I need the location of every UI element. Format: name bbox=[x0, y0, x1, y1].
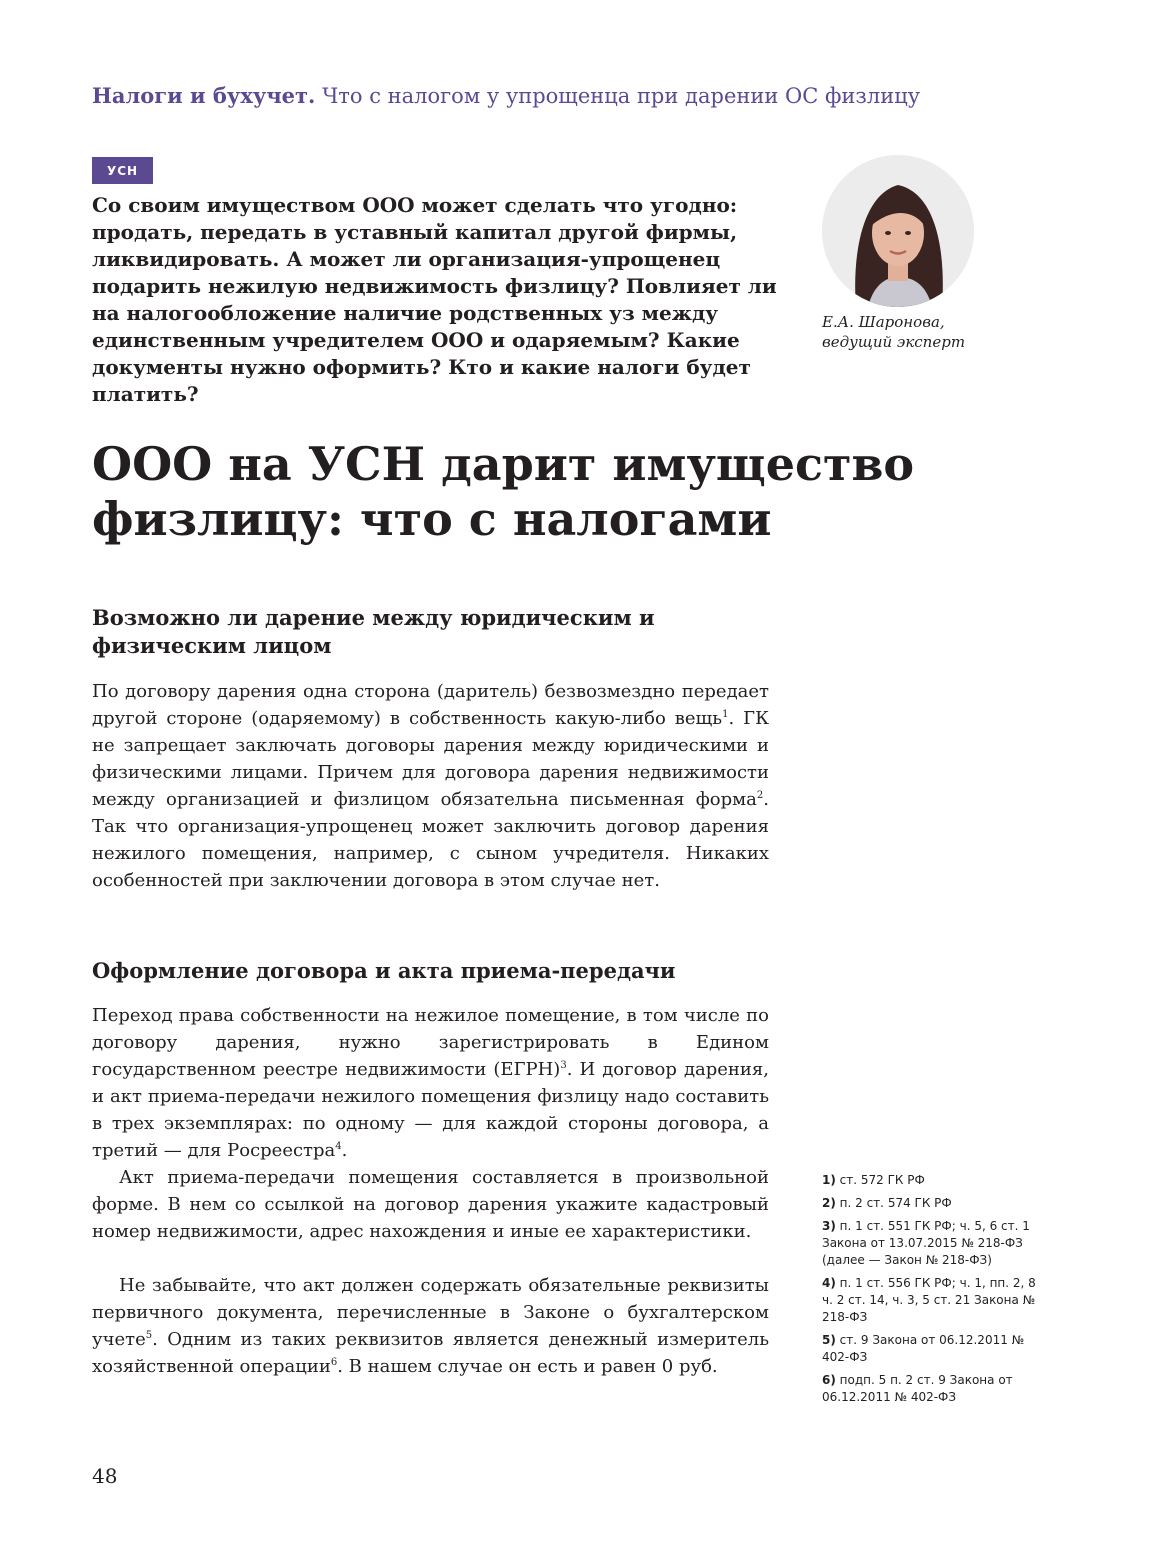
author-name: Е.А. Шаронова, bbox=[822, 313, 945, 331]
running-head bbox=[92, 83, 920, 108]
section2-paragraph-1: Переход права собственности на нежилое помещение, в том числе по договору дарения, нужно зарегистрировать в Едином государственном реестре недвижимости (ЕГРН)$^3$. И договор дарения, и акт приема-передачи нежилого помещения физлицу надо составить в трех экземплярах: по одному — для каждой стороны договора, а третий — для Росреестра$^4$. bbox=[92, 1005, 770, 1161]
footnote-item: 4) п. 1 ст. 556 ГК РФ; ч. 1, пп. 2, 8 ч. 2 ст. 14, ч. 3, 5 ст. 21 Закона № 218-ФЗ bbox=[822, 1276, 1036, 1324]
article-title: ООО на УСН дарит имущество физлицу: что с налогами bbox=[92, 437, 915, 546]
footnote-ref[interactable]: 5 bbox=[145, 1330, 153, 1341]
page-number: 48 bbox=[92, 1464, 118, 1488]
author-portrait bbox=[822, 155, 974, 307]
author-caption bbox=[822, 312, 965, 352]
footnote-item: 5) ст. 9 Закона от 06.12.2011 № 402-ФЗ bbox=[822, 1333, 1025, 1364]
section2-paragraph-2: Акт приема-передачи помещения составляется в произвольной форме. В нем со ссылкой на договор дарения укажите кадастровый номер недвижимости, адрес нахождения и иные ее характеристики. bbox=[92, 1167, 769, 1242]
footnote-item: 1) ст. 572 ГК РФ bbox=[822, 1173, 925, 1187]
footnote-item: 6) подп. 5 п. 2 ст. 9 Закона от 06.12.2011 № 402-ФЗ bbox=[822, 1373, 1013, 1404]
section2-paragraph-3: Не забывайте, что акт должен содержать обязательные реквизиты первичного документа, перечисленные в Законе о бухгалтерском учете$^5$. Одним из таких реквизитов является денежный измеритель хозяйственной операции$^6$. В нашем случае он есть и равен 0 руб. bbox=[92, 1275, 769, 1377]
footnote-ref[interactable]: 6 bbox=[330, 1357, 338, 1368]
footnote-ref[interactable]: 3 bbox=[560, 1060, 567, 1071]
running-head-topic: Что с налогом у упрощенца при дарении ОС физлицу bbox=[322, 84, 921, 108]
running-head-section: Налоги и бухучет. bbox=[92, 83, 316, 108]
footnote-item: 2) п. 2 ст. 574 ГК РФ bbox=[822, 1196, 952, 1210]
section2-heading: Оформление договора и акта приема-передачи bbox=[92, 958, 676, 983]
section1-paragraph: По договору дарения одна сторона (даритель) безвозмездно передает другой стороне (одаряемому) в собственность какую-либо вещь$^1$. ГК не запрещает заключать договоры дарения между юридическими и физическими лицами. Причем для договора дарения недвижимости между организацией и физлицом обязательна письменная форма$^2$. Так что организация-упрощенец может заключить договор дарения нежилого помещения, например, с сыном учредителя. Никаких особенностей при заключении договора в этом случае нет. bbox=[92, 681, 770, 891]
lead-paragraph: Со своим имуществом ООО может сделать что угодно: продать, передать в уставный капитал другой фирмы, ликвидировать. А может ли организация-упрощенец подарить нежилую недвижимость физлицу? Повлияет ли на налогообложение наличие родственных уз между единственным учредителем ООО и одаряемым? Какие документы нужно оформить? Кто и какие налоги будет платить? bbox=[92, 193, 777, 406]
section1-heading: Возможно ли дарение между юридическим и физическим лицом bbox=[92, 605, 655, 658]
footnote-ref[interactable]: 4 bbox=[335, 1141, 342, 1152]
author-photo-icon bbox=[822, 155, 974, 307]
author-role: ведущий эксперт bbox=[822, 333, 966, 351]
footnote-ref[interactable]: 2 bbox=[756, 790, 764, 801]
footnotes-list bbox=[822, 1172, 1047, 1412]
footnote-ref[interactable]: 1 bbox=[722, 709, 729, 720]
footnote-item: 3) п. 1 ст. 551 ГК РФ; ч. 5, 6 ст. 1 Закона от 13.07.2015 № 218-ФЗ (далее — Закон № 218-ФЗ) bbox=[822, 1219, 1030, 1267]
category-tag: УСН bbox=[92, 157, 153, 184]
